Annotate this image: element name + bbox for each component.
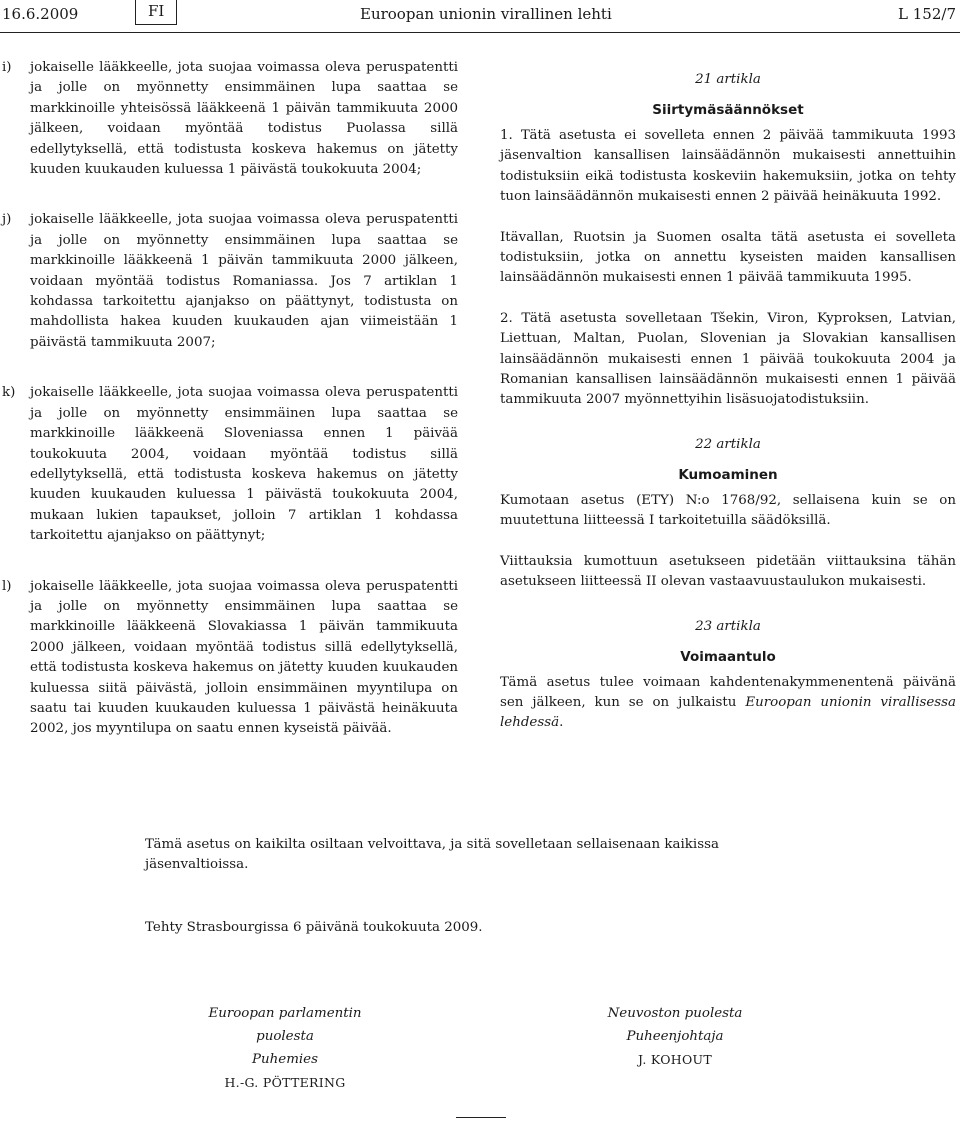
list-item-text: jokaiselle lääkkeelle, jota suojaa voimassa oleva peruspatentti ja jolle on myönnetty ensimmäinen lupa saattaa se markkinoille yhteisössä lääkkeenä 1 päivän tammikuuta 2000 jälkeen, voidaan myöntää todistus Puolassa sillä edellytyksellä, että todistusta koskeva hakemus on jätetty kuuden kuukauden kuluessa 1 päivästä toukokuuta 2004; [30,60,458,178]
article-21-number: 21 artikla [695,72,761,87]
signature-name: H.-G. PÖTTERING [224,1075,346,1090]
signature-institution: Neuvoston puolesta [607,1006,743,1021]
article-21-paragraph-3: 2. Tätä asetusta sovelletaan Tšekin, Viron, Kyproksen, Latvian, Liettuan, Maltan, Puolan, Slovenian ja Slovakian kansallisen lainsäädännön mukaisesti ennen 1 päivää toukokuuta 2004 ja Romanian kansallisen lainsäädännön mukaisesti ennen 1 päivää tammikuuta 2007 myönnettyihin lisäsuojatodistuksiin. [500,310,956,408]
article-23-title: Voimaantulo [680,648,776,665]
signature-parliament [180,1002,390,1094]
header-date: 16.6.2009 [2,5,79,23]
list-item [2,210,458,353]
journal-name-italic: Euroopan unionin virallisessa lehdessä [500,694,957,731]
article-23-text-start: Tämä asetus tulee voimaan kahdentenakymmenentenä päivänä sen jälkeen, kun se on julkaistu [500,674,956,710]
list-item [2,577,458,740]
page-header [0,0,960,33]
article-21-paragraph-1: 1. Tätä asetusta ei sovelleta ennen 2 päivää tammikuuta 1993 jäsenvaltion kansallisen lainsäädännön mukaisesti annettuihin todistuksiin eikä todistusta koskeviin hakemuksiin, jotka on tehty tuon lainsäädännön mukaisesti ennen 2 päivää heinäkuuta 1992. [500,128,956,205]
article-22-paragraph-2: Viittauksia kumottuun asetukseen pidetään viittauksina tähän asetukseen liitteessä II olevan vastaavuustaulukon mukaisesti. [500,553,956,590]
left-column [2,58,458,740]
list-item [2,58,458,180]
header-journal-title: Euroopan unionin virallinen lehti [360,5,612,23]
article-22-paragraph-1: Kumotaan asetus (ETY) N:o 1768/92, sellaisena kuin se on muutettuna liitteessä I tarkoitetuilla säädöksillä. [500,492,956,529]
article-23-number: 23 artikla [695,618,761,634]
list-item-label: j) [2,212,12,228]
list-item-text: jokaiselle lääkkeelle, jota suojaa voimassa oleva peruspatentti ja jolle on myönnetty ensimmäinen lupa saattaa se markkinoille lääkkeenä Slovakiassa 1 päivän tammikuuta 2000 jälkeen, voidaan myöntää todistus sillä edellytyksellä, että todistusta koskeva hakemus on jätetty kuuden kuukauden kuluessa siitä päivästä, jolloin ensimmäinen myyntilupa on saatu tai kuuden kuukauden kuluessa 1 päivästä heinäkuuta 2002, jos myyntilupa on saatu ennen kyseistä päivää. [30,578,458,737]
list-item-label: k) [2,385,16,401]
done-at-statement: Tehty Strasbourgissa 6 päivänä toukokuuta 2009. [145,919,483,935]
article-21-paragraph-2: Itävallan, Ruotsin ja Suomen osalta tätä asetusta ei sovelleta todistuksiin, jotka on annettu kyseisten maiden kansallisen lainsäädännön mukaisesti ennen 1 päivää tammikuuta 1995. [500,229,956,286]
signature-role: Puheenjohtaja [626,1029,724,1044]
signature-role: Puhemies [252,1052,318,1067]
list-item-text: jokaiselle lääkkeelle, jota suojaa voimassa oleva peruspatentti ja jolle on myönnetty ensimmäinen lupa saattaa se markkinoille lääkkeenä Sloveniassa ennen 1 päivää toukokuuta 2004, voidaan myöntää todistus sillä edellytyksellä, että todistusta koskeva hakemus on jätetty kuuden kuukauden kuluessa 1 päivästä toukokuuta 2004, mukaan lukien tapaukset, jolloin 7 artiklan 1 kohdassa tarkoitettu ajanjakso on päättynyt; [30,385,458,544]
header-page-number: L 152/7 [898,5,956,23]
list-item-label: l) [2,578,12,594]
signature-council [575,1002,775,1071]
end-rule [456,1117,506,1118]
article-22-title: Kumoaminen [678,466,778,483]
article-23-paragraph-1 [500,673,956,734]
binding-statement: Tämä asetus on kaikilta osiltaan velvoittava, ja sitä sovelletaan sellaisenaan kaikissa jäsenvaltioissa. [145,837,719,873]
article-23-text-end: . [559,715,564,731]
right-column [500,58,956,734]
list-item-label: i) [2,60,12,75]
list-item-text: jokaiselle lääkkeelle, jota suojaa voimassa oleva peruspatentti ja jolle on myönnetty ensimmäinen lupa saattaa se markkinoille lääkkeenä 1 päivän tammikuuta 2000 jälkeen, voidaan myöntää todistus Romaniassa. Jos 7 artiklan 1 kohdassa tarkoitettu ajanjakso on päättynyt, todistusta on mahdollista hakea kuuden kuukauden ajan viimeistään 1 päivästä tammikuuta 2007; [30,212,458,350]
article-22-number: 22 artikla [695,436,761,452]
signature-institution: Euroopan parlamentin puolesta [208,1006,362,1044]
list-item [2,383,458,546]
signature-name: J. KOHOUT [638,1052,712,1067]
header-language-tag: FI [135,0,177,25]
closing-section [145,835,825,938]
article-21-title: Siirtymäsäännökset [652,102,804,118]
